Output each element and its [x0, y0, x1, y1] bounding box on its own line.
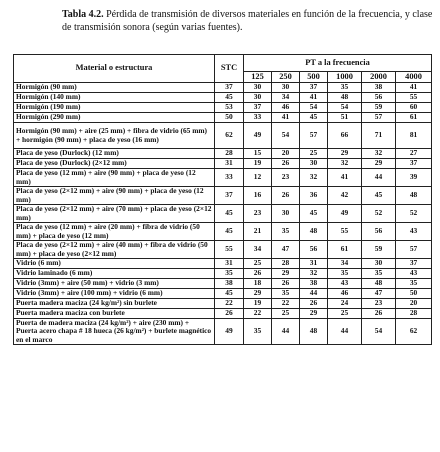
- material-cell: Placa de yeso (Durlock) (12 mm): [14, 149, 215, 159]
- header-material: Material o estructura: [14, 55, 215, 83]
- pt-value-cell: 25: [328, 309, 362, 319]
- pt-value-cell: 46: [328, 289, 362, 299]
- pt-value-cell: 51: [328, 113, 362, 123]
- pt-value-cell: 56: [362, 93, 396, 103]
- pt-value-cell: 62: [396, 319, 432, 345]
- pt-value-cell: 66: [328, 123, 362, 149]
- pt-value-cell: 37: [300, 83, 328, 93]
- pt-value-cell: 52: [362, 205, 396, 223]
- header-freq: 250: [272, 72, 300, 83]
- pt-value-cell: 57: [300, 123, 328, 149]
- pt-value-cell: 45: [300, 113, 328, 123]
- table-row: [14, 149, 432, 159]
- pt-value-cell: 23: [362, 299, 396, 309]
- pt-value-cell: 45: [300, 205, 328, 223]
- pt-value-cell: 55: [328, 223, 362, 241]
- stc-cell: 45: [215, 223, 244, 241]
- table-row: [14, 269, 432, 279]
- pt-value-cell: 35: [272, 223, 300, 241]
- pt-value-cell: 28: [272, 259, 300, 269]
- material-cell: Puerta madera maciza con burlete: [14, 309, 215, 319]
- material-cell: Placa de yeso (12 mm) + aire (90 mm) + placa de yeso (12 mm): [14, 169, 215, 187]
- stc-cell: 49: [215, 319, 244, 345]
- pt-value-cell: 32: [362, 149, 396, 159]
- transmission-loss-table: [13, 54, 432, 345]
- pt-value-cell: 34: [328, 259, 362, 269]
- material-cell: Placa de yeso (2×12 mm) + aire (70 mm) + placa de yeso (2×12 mm): [14, 205, 215, 223]
- pt-value-cell: 29: [244, 289, 272, 299]
- material-cell: Hormigón (190 mm): [14, 103, 215, 113]
- pt-value-cell: 57: [396, 241, 432, 259]
- table-row: [14, 113, 432, 123]
- pt-value-cell: 37: [396, 259, 432, 269]
- pt-value-cell: 45: [362, 187, 396, 205]
- pt-value-cell: 34: [272, 93, 300, 103]
- pt-value-cell: 33: [244, 113, 272, 123]
- header-freq: 2000: [362, 72, 396, 83]
- stc-cell: 26: [215, 309, 244, 319]
- pt-value-cell: 22: [272, 299, 300, 309]
- pt-value-cell: 20: [396, 299, 432, 309]
- stc-cell: 37: [215, 83, 244, 93]
- pt-value-cell: 81: [396, 123, 432, 149]
- material-cell: Hormigón (90 mm): [14, 83, 215, 93]
- pt-value-cell: 21: [244, 223, 272, 241]
- pt-value-cell: 26: [272, 187, 300, 205]
- stc-cell: 50: [215, 113, 244, 123]
- pt-value-cell: 31: [300, 259, 328, 269]
- table-row: [14, 93, 432, 103]
- stc-cell: 31: [215, 259, 244, 269]
- caption-text: Pérdida de transmisión de diversos materiales en función de la frecuencia, y clase de transmisión sonora (según varias fuentes).: [62, 9, 433, 33]
- pt-value-cell: 54: [362, 319, 396, 345]
- table-caption: [62, 8, 434, 34]
- pt-value-cell: 29: [272, 269, 300, 279]
- pt-value-cell: 47: [362, 289, 396, 299]
- pt-value-cell: 35: [328, 83, 362, 93]
- header-pt: PT a la frecuencia: [244, 55, 432, 72]
- material-cell: Hormigón (90 mm) + aire (25 mm) + fibra de vidrio (65 mm) + hormigón (90 mm) + placa de yeso (16 mm): [14, 123, 215, 149]
- pt-value-cell: 44: [362, 169, 396, 187]
- pt-value-cell: 26: [300, 299, 328, 309]
- table-row: [14, 83, 432, 93]
- pt-value-cell: 19: [244, 299, 272, 309]
- pt-value-cell: 22: [244, 309, 272, 319]
- pt-value-cell: 15: [244, 149, 272, 159]
- pt-value-cell: 41: [300, 93, 328, 103]
- pt-value-cell: 25: [272, 309, 300, 319]
- pt-value-cell: 44: [272, 319, 300, 345]
- pt-value-cell: 54: [272, 123, 300, 149]
- pt-value-cell: 48: [300, 319, 328, 345]
- pt-value-cell: 36: [300, 187, 328, 205]
- table-row: [14, 187, 432, 205]
- pt-value-cell: 28: [396, 309, 432, 319]
- pt-value-cell: 23: [244, 205, 272, 223]
- table-row: [14, 241, 432, 259]
- pt-value-cell: 29: [300, 309, 328, 319]
- table-row: [14, 289, 432, 299]
- material-cell: Hormigón (140 mm): [14, 93, 215, 103]
- stc-cell: 38: [215, 279, 244, 289]
- pt-value-cell: 30: [272, 205, 300, 223]
- pt-value-cell: 59: [362, 241, 396, 259]
- pt-value-cell: 43: [396, 223, 432, 241]
- table-row: [14, 309, 432, 319]
- pt-value-cell: 32: [300, 269, 328, 279]
- material-cell: Placa de yeso (Durlock) (2×12 mm): [14, 159, 215, 169]
- pt-value-cell: 35: [362, 269, 396, 279]
- pt-value-cell: 32: [328, 159, 362, 169]
- pt-value-cell: 35: [244, 319, 272, 345]
- material-cell: Placa de yeso (2×12 mm) + aire (40 mm) + fibra de vidrio (50 mm) + placa de yeso (2×12 mm): [14, 241, 215, 259]
- pt-value-cell: 32: [300, 169, 328, 187]
- pt-value-cell: 12: [244, 169, 272, 187]
- stc-cell: 45: [215, 205, 244, 223]
- material-cell: Placa de yeso (2×12 mm) + aire (90 mm) + placa de yeso (12 mm): [14, 187, 215, 205]
- material-cell: Placa de yeso (12 mm) + aire (20 mm) + fibra de vidrio (50 mm) + placa de yeso (12 mm): [14, 223, 215, 241]
- table-row: [14, 205, 432, 223]
- pt-value-cell: 37: [396, 159, 432, 169]
- pt-value-cell: 55: [396, 93, 432, 103]
- pt-value-cell: 35: [272, 289, 300, 299]
- pt-value-cell: 41: [396, 83, 432, 93]
- material-cell: Hormigón (290 mm): [14, 113, 215, 123]
- pt-value-cell: 26: [244, 269, 272, 279]
- pt-value-cell: 43: [328, 279, 362, 289]
- pt-value-cell: 50: [396, 289, 432, 299]
- header-freq: 125: [244, 72, 272, 83]
- pt-value-cell: 26: [272, 159, 300, 169]
- pt-value-cell: 39: [396, 169, 432, 187]
- pt-value-cell: 57: [362, 113, 396, 123]
- material-cell: Vidrio (3mm) + aire (50 mm) + vidrio (3 mm): [14, 279, 215, 289]
- table-row: [14, 319, 432, 345]
- pt-value-cell: 43: [396, 269, 432, 279]
- pt-value-cell: 56: [362, 223, 396, 241]
- pt-value-cell: 61: [328, 241, 362, 259]
- pt-value-cell: 23: [272, 169, 300, 187]
- pt-value-cell: 30: [300, 159, 328, 169]
- pt-value-cell: 16: [244, 187, 272, 205]
- pt-value-cell: 49: [244, 123, 272, 149]
- pt-value-cell: 71: [362, 123, 396, 149]
- pt-value-cell: 20: [272, 149, 300, 159]
- pt-value-cell: 19: [244, 159, 272, 169]
- pt-value-cell: 41: [328, 169, 362, 187]
- pt-value-cell: 59: [362, 103, 396, 113]
- pt-value-cell: 30: [362, 259, 396, 269]
- pt-value-cell: 44: [328, 319, 362, 345]
- material-cell: Puerta madera maciza (24 kg/m²) sin burlete: [14, 299, 215, 309]
- pt-value-cell: 18: [244, 279, 272, 289]
- table-row: [14, 169, 432, 187]
- pt-value-cell: 24: [328, 299, 362, 309]
- stc-cell: 53: [215, 103, 244, 113]
- header-freq: 4000: [396, 72, 432, 83]
- pt-value-cell: 34: [244, 241, 272, 259]
- table-row: [14, 123, 432, 149]
- header-freq: 1000: [328, 72, 362, 83]
- stc-cell: 37: [215, 187, 244, 205]
- pt-value-cell: 61: [396, 113, 432, 123]
- pt-value-cell: 35: [396, 279, 432, 289]
- material-cell: Vidrio laminado (6 mm): [14, 269, 215, 279]
- table-row: [14, 103, 432, 113]
- table-body: [14, 83, 432, 345]
- header-stc: STC: [215, 55, 244, 83]
- pt-value-cell: 26: [362, 309, 396, 319]
- pt-value-cell: 48: [328, 93, 362, 103]
- pt-value-cell: 41: [272, 113, 300, 123]
- stc-cell: 28: [215, 149, 244, 159]
- table-row: [14, 279, 432, 289]
- stc-cell: 35: [215, 269, 244, 279]
- stc-cell: 45: [215, 289, 244, 299]
- pt-value-cell: 48: [362, 279, 396, 289]
- pt-value-cell: 29: [328, 149, 362, 159]
- pt-value-cell: 54: [300, 103, 328, 113]
- pt-value-cell: 49: [328, 205, 362, 223]
- pt-value-cell: 30: [272, 83, 300, 93]
- header-freq: 500: [300, 72, 328, 83]
- table-row: [14, 159, 432, 169]
- pt-value-cell: 48: [396, 187, 432, 205]
- pt-value-cell: 54: [328, 103, 362, 113]
- pt-value-cell: 35: [328, 269, 362, 279]
- table-row: [14, 223, 432, 241]
- pt-value-cell: 47: [272, 241, 300, 259]
- stc-cell: 31: [215, 159, 244, 169]
- pt-value-cell: 42: [328, 187, 362, 205]
- material-cell: Vidrio (6 mm): [14, 259, 215, 269]
- caption-label: Tabla 4.2.: [62, 9, 104, 20]
- table-row: [14, 299, 432, 309]
- pt-value-cell: 30: [244, 83, 272, 93]
- pt-value-cell: 46: [272, 103, 300, 113]
- pt-value-cell: 37: [244, 103, 272, 113]
- pt-value-cell: 30: [244, 93, 272, 103]
- stc-cell: 62: [215, 123, 244, 149]
- pt-value-cell: 60: [396, 103, 432, 113]
- pt-value-cell: 52: [396, 205, 432, 223]
- pt-value-cell: 29: [362, 159, 396, 169]
- stc-cell: 45: [215, 93, 244, 103]
- pt-value-cell: 38: [362, 83, 396, 93]
- pt-value-cell: 48: [300, 223, 328, 241]
- table-row: [14, 259, 432, 269]
- pt-value-cell: 38: [300, 279, 328, 289]
- stc-cell: 22: [215, 299, 244, 309]
- material-cell: Vidrio (3mm) + aire (100 mm) + vidrio (6 mm): [14, 289, 215, 299]
- pt-value-cell: 27: [396, 149, 432, 159]
- pt-value-cell: 44: [300, 289, 328, 299]
- pt-value-cell: 25: [300, 149, 328, 159]
- pt-value-cell: 56: [300, 241, 328, 259]
- stc-cell: 55: [215, 241, 244, 259]
- stc-cell: 33: [215, 169, 244, 187]
- pt-value-cell: 26: [272, 279, 300, 289]
- pt-value-cell: 25: [244, 259, 272, 269]
- material-cell: Puerta de madera maciza (24 kg/m²) + aire (230 mm) + Puerta acero chapa # 18 hueca (26 kg/m²) + burlete magnético en el marco: [14, 319, 215, 345]
